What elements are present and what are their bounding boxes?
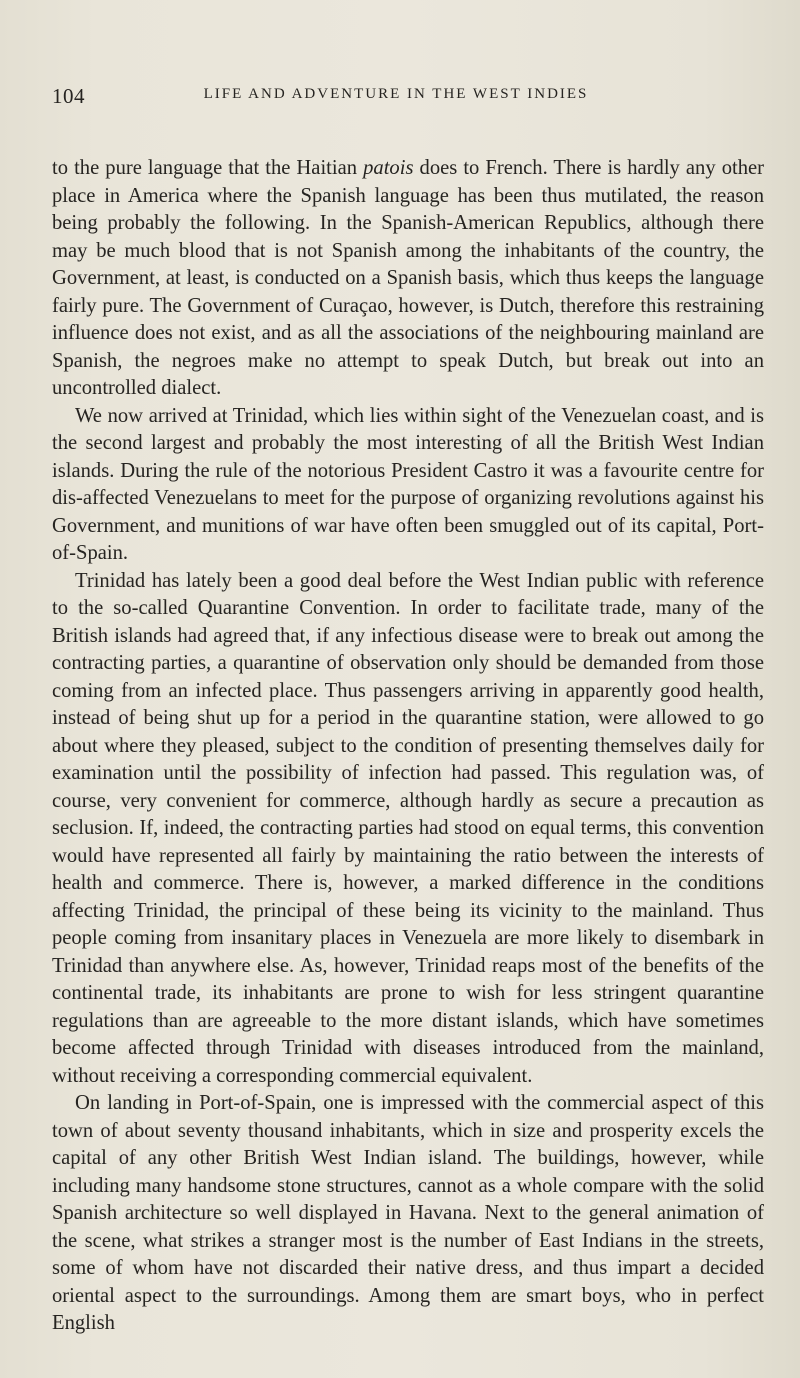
- paragraph-1: [52, 155, 764, 403]
- paragraph-1-text-a: to the pure language that the Haitian: [52, 157, 364, 179]
- paragraph-1-italic-word: patois: [363, 157, 414, 179]
- page-number: 104: [52, 84, 85, 108]
- paragraph-2: We now arrived at Trinidad, which lies within sight of the Venezuelan coast, and is the second largest and probably the most interesting of all the British West Indian islands. During the rule of the notorious President Castro it was a favourite centre for dis-affected Venezuelans to meet for the purpose of organizing revolutions against his Government, and munitions of war have often been smuggled out of its capital, Port-of-Spain.: [52, 404, 764, 564]
- paragraph-3: Trinidad has lately been a good deal before the West Indian public with reference to the so-called Quarantine Convention. In order to facilitate trade, many of the British islands had agreed that, if any infectious disease were to break out among the contracting parties, a quarantine of observation only should be demanded from those coming from an infected place. Thus passengers arriving in apparently good health, instead of being shut up for a period in the quarantine station, were allowed to go about where they pleased, subject to the condition of presenting themselves daily for examination until the possibility of infection had passed. This regulation was, of course, very convenient for commerce, although hardly as secure a precaution as seclusion. If, indeed, the contracting parties had stood on equal terms, this convention would have represented all fairly by maintaining the ratio between the interests of health and commerce. There is, however, a marked difference in the conditions affecting Trinidad, the principal of these being its vicinity to the mainland. Thus people coming from insanitary places in Venezuela are more likely to disembark in Trinidad than anywhere else. As, however, Trinidad reaps most of the benefits of the continental trade, its inhabitants are prone to wish for less stringent quarantine regulations than are agreeable to the more distant islands, which have sometimes become affected through Trinidad with diseases introduced from the mainland, without receiving a corresponding commercial equivalent.: [52, 569, 764, 1087]
- paragraph-1-text-b: does to French. There is hardly any other place in America where the Spanish language has been thus mutilated, the reason being probably the following. In the Spanish-American Republics, although there may be much blood that is not Spanish among the inhabitants of the country, the Government, at least, is conducted on a Spanish basis, which thus keeps the language fairly pure. The Government of Curaçao, however, is Dutch, therefore this restraining influence does not exist, and as all the associations of the neighbouring mainland are Spanish, the negroes make no attempt to speak Dutch, but break out into an uncontrolled dialect.: [52, 157, 765, 399]
- running-title: LIFE AND ADVENTURE IN THE WEST INDIES: [203, 86, 589, 102]
- paragraph-4: On landing in Port-of-Spain, one is impressed with the commercial aspect of this town of about seventy thousand inhabitants, which in size and prosperity excels the capital of any other British West Indian island. The buildings, however, while including many handsome stone structures, cannot as a whole compare with the solid Spanish architecture so well displayed in Havana. Next to the general animation of the scene, what strikes a stranger most is the number of East Indians in the streets, some of whom have not discarded their native dress, and thus impart a decided oriental aspect to the surroundings. Among them are smart boys, who in perfect English: [52, 1092, 764, 1334]
- body-text: [52, 155, 764, 1338]
- running-head: [52, 84, 700, 108]
